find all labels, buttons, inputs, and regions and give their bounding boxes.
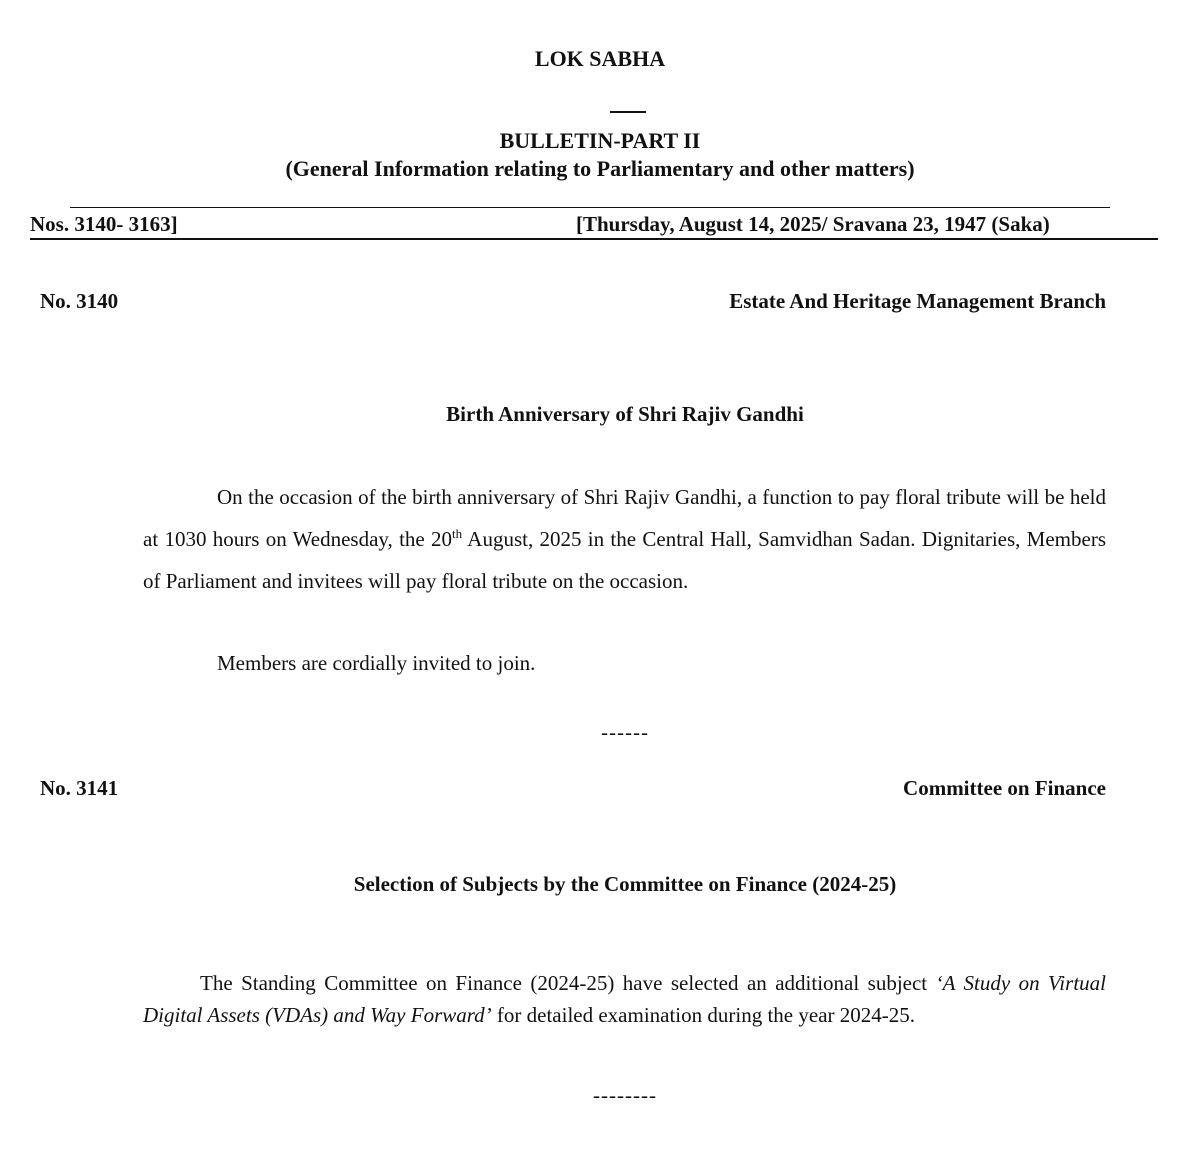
item-paragraph: [143, 967, 1106, 1031]
paragraph-text-part2: for detailed examination during the year 2024-25.: [491, 1003, 916, 1027]
bulletin-subtitle: (General Information relating to Parliamentary and other matters): [285, 156, 915, 181]
item-separator: ------: [601, 720, 649, 744]
item-number: No. 3141: [40, 776, 119, 800]
subject-title: ‘A Study on Virtual Digital Assets (VDAs) and Way Forward’: [143, 971, 1106, 1027]
title-divider: [610, 111, 646, 113]
header-rule-top: [70, 207, 1110, 208]
paragraph-text-part2: August, 2025 in the Central Hall, Samvidhan Sadan. Dignitaries, Members of Parliament and invitees will pay floral tribute on the occasion.: [143, 527, 1106, 593]
issue-numbers: Nos. 3140- 3163]: [30, 212, 178, 236]
item-separator: --------: [593, 1083, 657, 1107]
header-rule-bottom: [30, 238, 1158, 240]
item-heading: Selection of Subjects by the Committee on Finance (2024-25): [353, 872, 897, 896]
item-paragraph: [143, 476, 1106, 602]
item-heading: Birth Anniversary of Shri Rajiv Gandhi: [446, 402, 804, 426]
ordinal-suffix: th: [452, 526, 463, 541]
issue-date: [Thursday, August 14, 2025/ Sravana 23, 1947 (Saka): [576, 212, 1050, 236]
bulletin-part-heading: BULLETIN-PART II: [499, 128, 701, 153]
paragraph-text-part1: The Standing Committee on Finance (2024-25) have selected an additional subject: [200, 971, 936, 995]
item-branch: Committee on Finance: [903, 776, 1106, 800]
invitation-text: Members are cordially invited to join.: [217, 651, 536, 675]
bulletin-title: LOK SABHA: [534, 46, 666, 71]
paragraph-text-part1: On the occasion of the birth anniversary of Shri Rajiv Gandhi, a function to pay floral tribute will be held at 1030 hours on Wednesday, the 20: [143, 485, 1106, 551]
item-number: No. 3140: [40, 289, 119, 313]
item-branch: Estate And Heritage Management Branch: [729, 289, 1106, 313]
